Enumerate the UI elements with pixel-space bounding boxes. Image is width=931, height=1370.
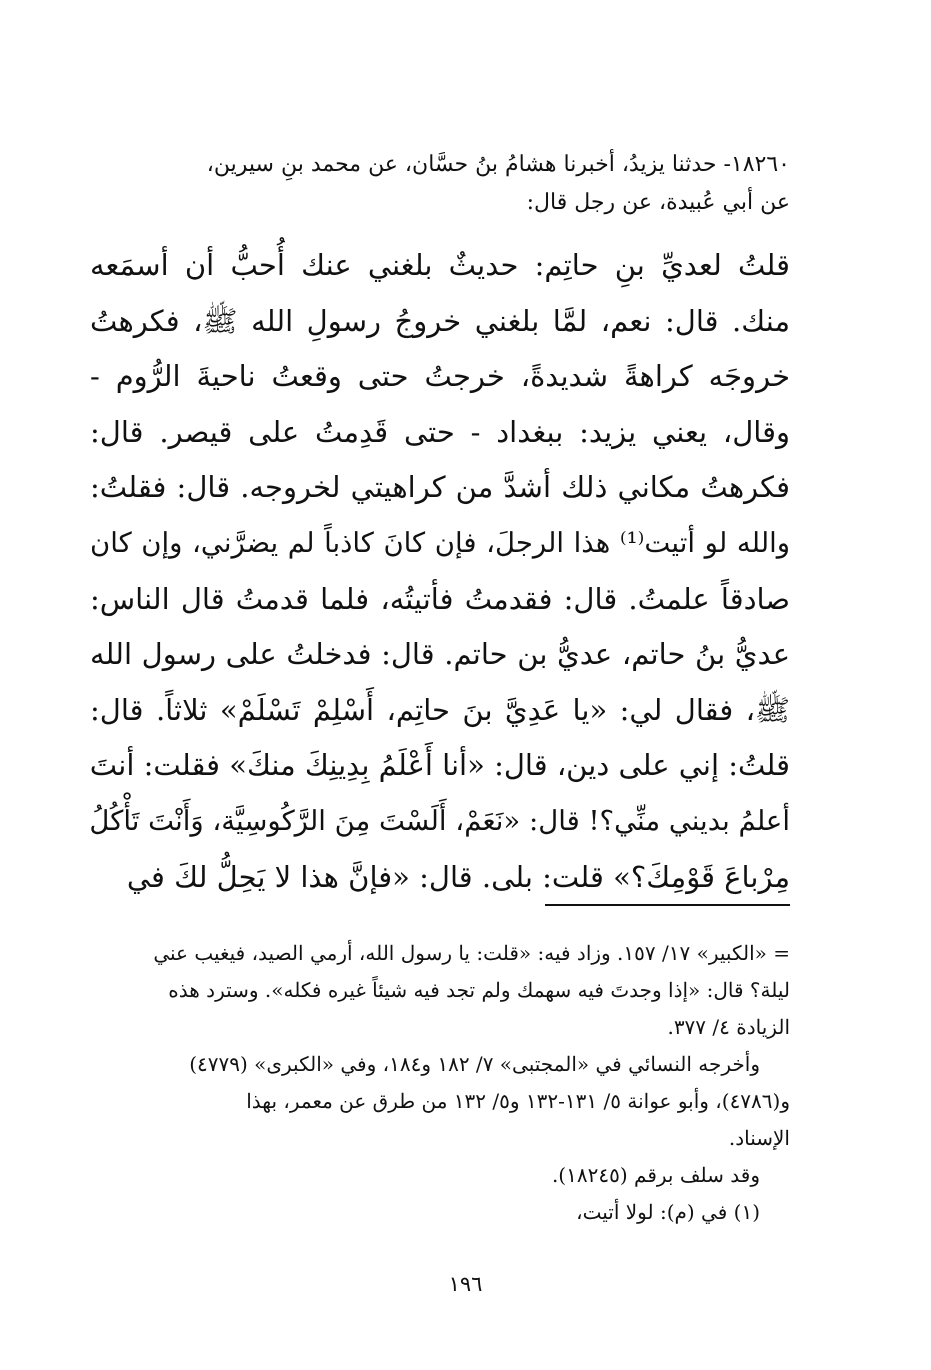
hadith-isnad [90,146,790,222]
book-page [90,0,790,1370]
isnad-line: ١٨٢٦٠- حدثنا يزيدُ، أخبرنا هشامُ بنُ حسَّان، عن محمد بنِ سيرين، [206,152,790,177]
matn-line: فكرهتُ مكاني ذلك أشدَّ من كراهيتي لخروجه. قال: فقلتُ: [90,470,790,505]
footnote-separator [545,904,790,906]
footnote-line: و(٤٧٨٦)، وأبو عوانة ٥/ ١٣١-١٣٢ و٥/ ١٣٢ من طرق عن معمر، بهذا [246,1089,790,1113]
footnote-line: الزيادة ٤/ ٣٧٧. [667,1015,790,1039]
matn-line: ﷺ، فقال لي: «يا عَدِيَّ بنَ حاتِم، أَسْلِمْ تَسْلَمْ» ثلاثاً. قال: [90,692,790,727]
matn-line: عديُّ بنُ حاتم، عديُّ بن حاتم. قال: فدخلتُ على رسول الله [90,637,790,672]
matn-line: والله لو أتيت⁽¹⁾ هذا الرجلَ، فإن كانَ كاذباً لم يضرَّني، وإن كان [90,526,790,559]
footnote-line: وأخرجه النسائي في «المجتبى» ٧/ ١٨٢ و١٨٤، وفي «الكبرى» (٤٧٧٩) [189,1052,760,1076]
page-number: ١٩٦ [448,1272,483,1296]
hadith-text [90,238,790,905]
matn-line: صادقاً علمتُ. قال: فقدمتُ فأتيتُه، فلما قدمتُ قال الناس: [90,581,790,616]
matn-line: مِرْباعَ قَوْمِكَ؟» قلت: بلى. قال: «فإنَّ هذا لا يَحِلُّ لكَ في [126,859,790,894]
isnad-line: عن أبي عُبيدة، عن رجل قال: [526,190,790,215]
footnote-line: = «الكبير» ١٧/ ١٥٧. وزاد فيه: «قلت: يا رسول الله، أرمي الصيد، فيغيب عني [153,941,790,965]
matn-line: منك. قال: نعم، لمَّا بلغني خروجُ رسولِ الله ﷺ، فكرهتُ [90,303,790,338]
footnote-line: وقد سلف برقم (١٨٢٤٥). [551,1163,760,1187]
matn-line: قلتُ لعديِّ بنِ حاتِم: حديثٌ بلغني عنك أُحبُّ أن أسمَعه [90,248,790,282]
footnote-line: (١) في (م): لولا أتيت، [576,1200,760,1224]
matn-line: خروجَه كراهةً شديدةً، خرجتُ حتى وقعتُ ناحيةَ الرُّوم - [90,359,790,394]
matn-line: قلتُ: إني على دين، قال: «أنا أَعْلَمُ بِدِينِكَ منكَ» فقلت: أنتَ [89,748,790,783]
footnote-line: الإسناد. [728,1126,790,1150]
matn-line: أعلمُ بديني منِّي؟! قال: «نَعَمْ، أَلَسْتَ مِنَ الرَّكُوسِيَّة، وَأَنْتَ تَأْكُلُ [89,804,790,837]
matn-line: وقال، يعني يزيد: ببغداد - حتى قَدِمتُ على قيصر. قال: [90,414,790,449]
footnote-line: ليلة؟ قال: «إذا وجدتَ فيه سهمك ولم تجد فيه شيئاً غيره فكله». وسترد هذه [168,978,790,1002]
footnotes [90,935,790,1231]
